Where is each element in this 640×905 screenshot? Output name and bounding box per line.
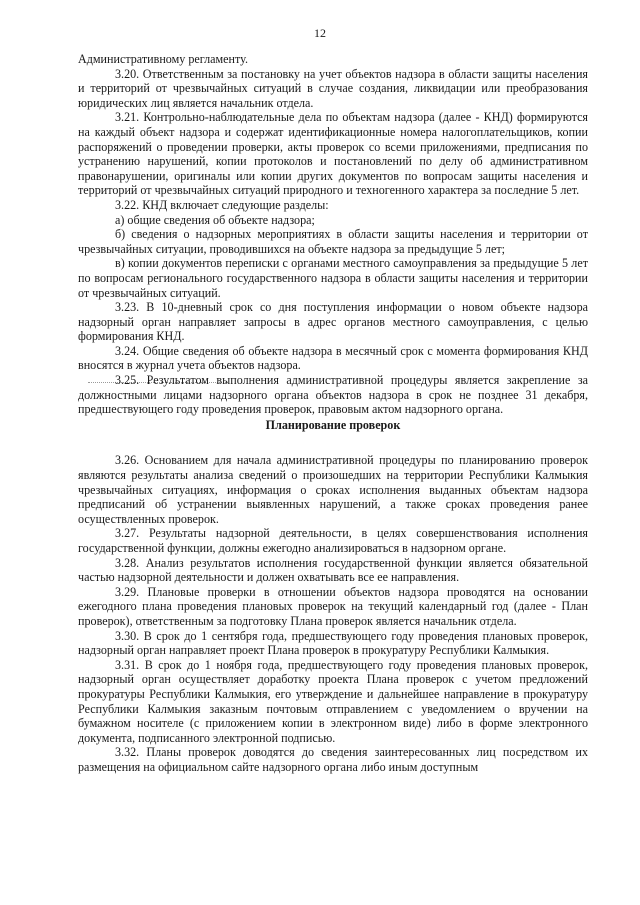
paragraph-cont: Административному регламенту. [78,52,248,66]
paragraph-3-21: 3.21. Контрольно-наблюдательные дела по объектам надзора (далее - КНД) формируются на каждый объект надзора и содержат идентификационные номера налогоплательщиков, копии распоряжений о проведении проверки, акты проверок со всеми приложениями, предписания по устранению нарушений, копии протоколов и постановлений по делу об административном правонарушении, оригиналы или копии других документов по вопросам защиты населения и территорий от чрезвычайных ситуаций природного и техногенного характера за последние 5 лет. [78,110,588,198]
section-before-heading [78,52,588,417]
paragraph-3-32: 3.32. Планы проверок доводятся до сведения заинтересованных лиц посредством их размещения на официальном сайте надзорного органа либо иным доступным [78,745,588,774]
paragraph-3-28: 3.28. Анализ результатов исполнения государственной функции является обязательной частью надзорной деятельности и должен охватывать все ее направления. [78,555,588,585]
section-heading: Планирование проверок [265,417,401,432]
section-after-heading [78,453,588,774]
paragraph-3-31: 3.31. В срок до 1 ноября года, предшествующего году проведения плановых проверок, надзорный орган осуществляет доработку проекта Плана проверок с учетом предложений прокуратуры Республики Калмыкия, его утверждение и дальнейшее направление в прокуратуру Республики Калмыкия заказным почтовым отправлением с уведомлением о вручении на бумажном носителе (с приложением копии в электронном виде) либо в форме электронного документа, подписанного электронной подписью. [78,657,588,745]
paragraph-3-22-a: а) общие сведения об объекте надзора; [115,212,315,227]
page-number: 12 [314,26,326,40]
paragraph-3-25: 3.25. Результатом выполнения административной процедуры является закрепление за должностными лицами надзорного органа объектов надзора в срок не позднее 31 декабря, предшествующего году проведения проверок, правовым актом надзорного органа. [78,373,588,417]
paragraph-3-23: 3.23. В 10-дневный срок со дня поступления информации о новом объекте надзора надзорный орган направляет запросы в адрес органов местного самоуправления, с целью формирования КНД. [78,300,588,344]
paragraph-3-29: 3.29. Плановые проверки в отношении объектов надзора проводятся на основании ежегодного плана проведения плановых проверок на текущий календарный год (далее - План проверок), ответственным за подготовку Плана проверок является начальник отдела. [78,584,588,628]
paragraph-3-27: 3.27. Результаты надзорной деятельности, в целях совершенствования исполнения государственной функции, должны ежегодно анализироваться в надзорном органе. [78,526,588,555]
paragraph-3-22-b: б) сведения о надзорных мероприятиях в области защиты населения и территории от чрезвычайных ситуации, проводившихся на объекте надзора за предыдущие 5 лет; [78,227,588,256]
paragraph-3-30: 3.30. В срок до 1 сентября года, предшествующего году проведения плановых проверок, надзорный орган направляет проект Плана проверок в прокуратуру Республики Калмыкия. [78,628,588,658]
paragraph-3-26: 3.26. Основанием для начала административной процедуры по планированию проверок являются результаты анализа сведений о произошедших на территории Республики Калмыкия чрезвычайных ситуациях, информация о сроках исполнения выданных объектам надзора предписаний об устранении выявленных нарушений, а также сроках проведения ранее осуществленных проверок. [78,453,588,526]
paragraph-3-24: 3.24. Общие сведения об объекте надзора в месячный срок с момента формирования КНД вносятся в журнал учета объектов надзора. [78,343,588,373]
document-body [78,52,588,775]
paragraph-3-22: 3.22. КНД включает следующие разделы: [115,197,329,212]
paragraph-3-22-v: в) копии документов переписки с органами местного самоуправления за предыдущие 5 лет по вопросам регионального государственного надзора в области защиты населения и территории от чрезвычайных ситуаций. [78,256,588,300]
paragraph-3-20: 3.20. Ответственным за постановку на учет объектов надзора в области защиты населения и территорий от чрезвычайных ситуаций в случае создания, ликвидации или преобразования юридических лиц является начальник отдела. [78,66,588,110]
